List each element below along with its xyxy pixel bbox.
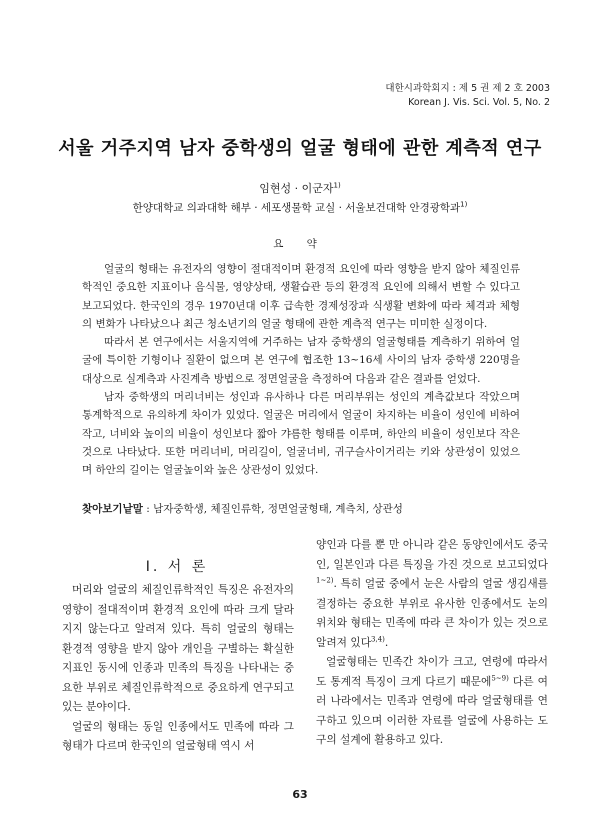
body-paragraph: [316, 535, 548, 652]
citation-mark: 5~9): [491, 673, 509, 682]
authors: [0, 180, 600, 196]
affiliation-text: 한양대학교 의과대학 해부 · 세포생물학 교실 · 서울보건대학 안경광학과: [132, 202, 461, 214]
journal-header: [385, 82, 550, 110]
affiliation: [0, 200, 600, 215]
body-paragraph: 머리와 얼굴의 체질인류학적인 특징은 유전자의 영향이 절대적이며 환경적 요인에 따라 크게 달라지지 않는다고 알려져 있다. 특히 얼굴의 형태는 환경적 영향을 받지 않아 개인을 구별하는 확실한 지표인 동시에 인종과 민족의 특징을 나타내는 중요한 부위로 체질인류학적으로 중요하게 연구되고 있는 분야이다.: [62, 583, 294, 713]
keywords-label: 찾아보기낱말: [82, 503, 143, 515]
journal-citation-english: Korean J. Vis. Sci. Vol. 5, No. 2: [408, 97, 550, 108]
body-text: 양인과 다를 뿐 만 아니라 같은 동양인에서도 중국인, 일본인과 다른 특징을 가진 것으로 보고되었다: [316, 538, 548, 571]
citation-mark: 3,4): [371, 634, 385, 643]
body-paragraph: 얼굴의 형태는 동일 인종에서도 민족에 따라 그 형태가 다르며 한국인의 얼굴형태 역시 서: [62, 719, 294, 752]
page-number: 63: [292, 788, 308, 801]
section-heading-introduction: I. 서 론: [145, 559, 209, 575]
paper-title: 서울 거주지역 남자 중학생의 얼굴 형태에 관한 계측적 연구: [58, 138, 542, 159]
body-text: .: [384, 635, 389, 649]
abstract-heading: 요 약: [273, 238, 327, 250]
abstract-paragraph: 따라서 본 연구에서는 서울지역에 거주하는 남자 중학생의 얼굴형태를 계측하기 위하여 얼굴에 특이한 기형이나 질환이 없으며 본 연구에 협조한 13~16세 사이의 남자 중학생 220명을 대상으로 실계측과 사진계측 방법으로 정면얼굴을 측정하여 다음과 같은 결과를 얻었다.: [82, 336, 520, 385]
body-column-right: [316, 535, 548, 750]
body-paragraph: [316, 652, 548, 750]
abstract-paragraph: 남자 중학생의 머리너비는 성인과 유사하나 다른 머리부위는 성인의 계측값보다 작았으며 통계학적으로 유의하게 차이가 있었다. 얼굴은 머리에서 얼굴이 차지하는 비율이 성인에 비하여 작고, 너비와 높이의 비율이 성인보다 짧아 갸름한 형태를 이루며, 하안의 비율이 성인보다 작은 것으로 나타났다. 또한 머리너비, 머리길이, 얼굴너비, 귀구슬사이거리는 키와 상관성이 있었으며 하안의 길이는 얼굴높이와 높은 상관성이 있었다.: [82, 391, 520, 477]
affiliation-footnote-mark: 1): [460, 200, 468, 209]
body-text: 다른 여러 나라에서는 민족과 연령에 따라 얼굴형태를 연구하고 있으며 이러한 자료를 얼굴에 사용하는 도구의 설계에 활용하고 있다.: [316, 674, 548, 746]
abstract: [82, 260, 520, 480]
abstract-paragraph: 얼굴의 형태는 유전자의 영향이 절대적이며 환경적 요인에 따라 영향을 받지 않아 체질인류학적인 중요한 지표이나 음식물, 영양상태, 생활습관 등의 환경적 요인에 의해서 변할 수 있다고 보고되었다. 한국인의 경우 1970년대 이후 급속한 경제성장과 식생활 변화에 따라 체격과 체형의 변화가 나타났으나 최근 청소년기의 얼굴 형태에 관한 계측적 연구는 미미한 실정이다.: [82, 263, 520, 330]
author-names: 임현성 · 이군자: [259, 182, 334, 195]
body-text: 얼굴형태는 민족간 차이가 크고, 연령에 따라서도 통계적 특징이 크게 다르기 때문에: [316, 655, 548, 688]
body-text: . 특히 얼굴 중에서 눈은 사람의 얼굴 생김새를 결정하는 중요한 부위로 유사한 인종에서도 눈의 위치와 형태는 민족에 따라 큰 차이가 있는 것으로 알려져 있다: [316, 577, 548, 649]
journal-citation-korean: 대한시과학회지 : 제 5 권 제 2 호 2003: [385, 83, 550, 94]
keywords-list: : 남자중학생, 체질인류학, 정면얼굴형태, 계측치, 상관성: [142, 503, 403, 515]
citation-mark: 1~2): [316, 576, 334, 585]
body-column-left: [62, 580, 294, 756]
author-footnote-mark: 1): [333, 181, 341, 190]
keywords: [82, 501, 532, 516]
